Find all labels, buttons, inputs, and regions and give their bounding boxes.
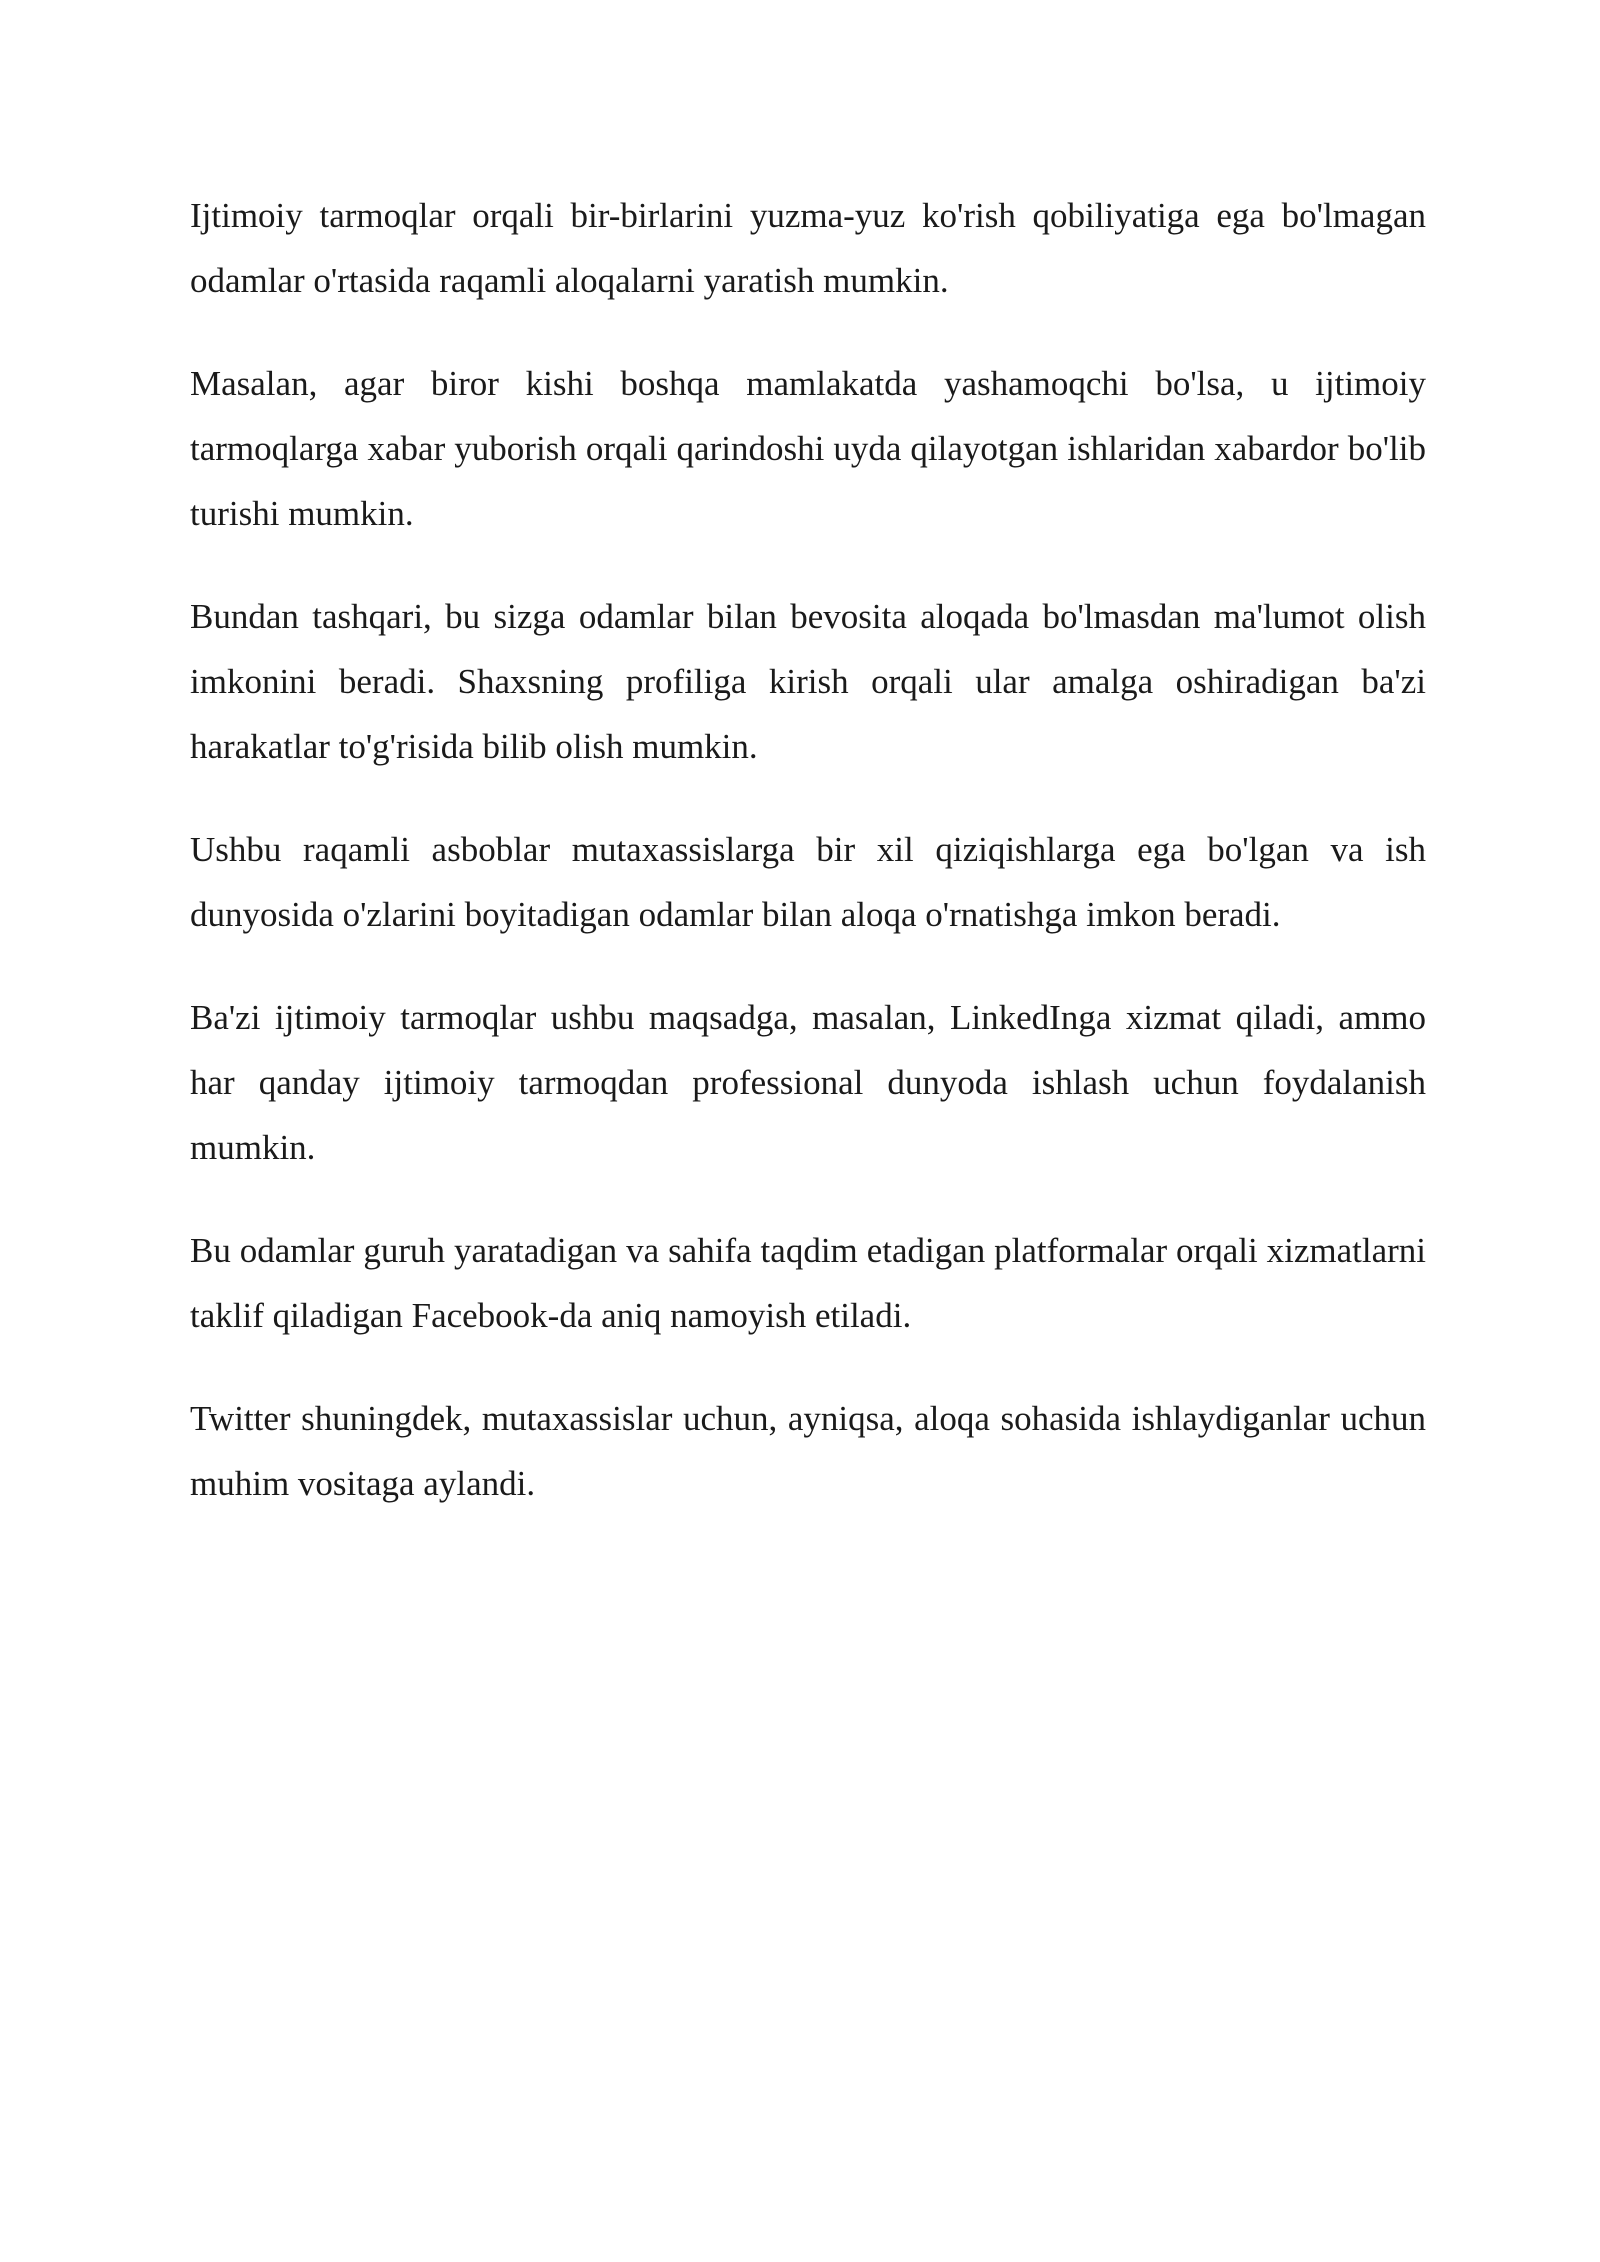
paragraph-7: Twitter shuningdek, mutaxassislar uchun, ayniqsa, aloqa sohasida ishlaydiganlar uchun muhim vositaga aylandi. (190, 1399, 1426, 1503)
paragraph-3: Bundan tashqari, bu sizga odamlar bilan bevosita aloqada bo'lmasdan ma'lumot olish imkonini beradi. Shaxsning profiliga kirish orqali ular amalga oshiradigan ba'zi harakatlar to'g'risida bilib olish mumkin. (190, 597, 1426, 766)
paragraph-6: Bu odamlar guruh yaratadigan va sahifa taqdim etadigan platformalar orqali xizmatlarni taklif qiladigan Facebook-da aniq namoyish etiladi. (190, 1231, 1426, 1335)
paragraph-2: Masalan, agar biror kishi boshqa mamlakatda yashamoqchi bo'lsa, u ijtimoiy tarmoqlarga xabar yuborish orqali qarindoshi uyda qilayotgan ishlaridan xabardor bo'lib turishi mumkin. (190, 364, 1426, 533)
paragraph-5: Ba'zi ijtimoiy tarmoqlar ushbu maqsadga, masalan, LinkedInga xizmat qiladi, ammo har qanday ijtimoiy tarmoqdan professional dunyoda ishlash uchun foydalanish mumkin. (190, 998, 1426, 1167)
paragraph-4: Ushbu raqamli asboblar mutaxassislarga bir xil qiziqishlarga ega bo'lgan va ish dunyosida o'zlarini boyitadigan odamlar bilan aloqa o'rnatishga imkon beradi. (190, 830, 1426, 934)
paragraph-1: Ijtimoiy tarmoqlar orqali bir-birlarini yuzma-yuz ko'rish qobiliyatiga ega bo'lmagan odamlar o'rtasida raqamli aloqalarni yaratish mumkin. (190, 196, 1426, 300)
document-body (190, 183, 1426, 1554)
